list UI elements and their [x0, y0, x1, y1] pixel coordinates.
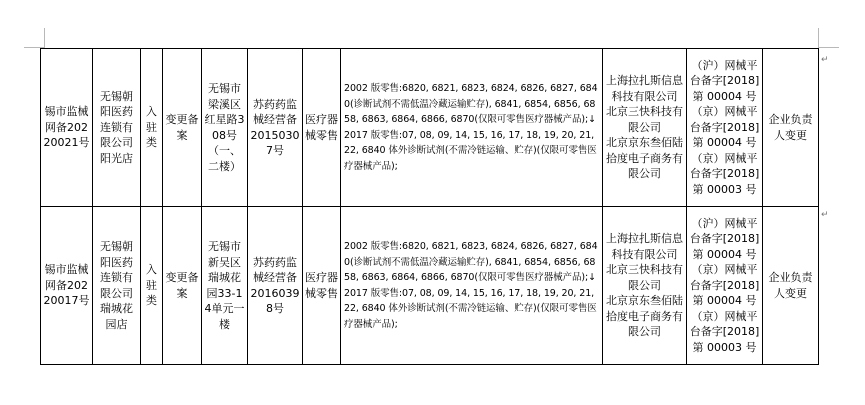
- platform-records-cell: （沪）网械平台备字[2018]第 00004 号 （京）网械平台备字[2018]第 00004 号 （京）网械平台备字[2018]第 00003 号: [687, 49, 763, 207]
- record-table-body: [41, 49, 819, 365]
- change-cell: 企业负责人变更: [763, 49, 819, 207]
- table-row: [41, 49, 819, 207]
- license-cell: 苏药药监械经营备20160398号: [248, 207, 303, 365]
- page-corner-mark-left: [44, 28, 45, 48]
- end-of-row-mark: ↵: [821, 210, 829, 220]
- scope-cell: 2002 版零售:6820, 6821, 6823, 6824, 6826, 6827, 6840(诊断试剂不需低温冷藏运输贮存), 6841, 6854, 6856, 6858, 6863, 6864, 6866, 6870(仅限可零售医疗器械产品);↓ 2017 版零售:07, 08, 09, 14, 15, 16, 17, 18, 19, 20, 21, 22, 6840 体外诊断试剂(不需冷链运输、贮存)(仅限可零售医疗器械产品);: [341, 207, 603, 365]
- platform-records-cell: （沪）网械平台备字[2018]第 00004 号 （京）网械平台备字[2018]第 00004 号 （京）网械平台备字[2018]第 00003 号: [687, 207, 763, 365]
- action-cell: 变更备案: [163, 207, 202, 365]
- address-cell: 无锡市新吴区瑞城花园33-14单元一楼: [202, 207, 248, 365]
- entry-type-cell: 入驻类: [141, 49, 163, 207]
- change-cell: 企业负责人变更: [763, 207, 819, 365]
- record-table: [40, 48, 819, 365]
- license-cell: 苏药药监械经营备20150307号: [248, 49, 303, 207]
- platforms-cell: 上海拉扎斯信息科技有限公司 北京三快科技有限公司 北京京东叁佰陆拾度电子商务有限公司: [603, 207, 687, 365]
- reg-no-cell: 锡市监械网备20220021号: [41, 49, 93, 207]
- scope-cell: 2002 版零售:6820, 6821, 6823, 6824, 6826, 6827, 6840(诊断试剂不需低温冷藏运输贮存), 6841, 6854, 6856, 6858, 6863, 6864, 6866, 6870(仅限可零售医疗器械产品);↓ 2017 版零售:07, 08, 09, 14, 15, 16, 17, 18, 19, 20, 21, 22, 6840 体外诊断试剂(不需冷链运输、贮存)(仅限可零售医疗器械产品);: [341, 49, 603, 207]
- platforms-cell: 上海拉扎斯信息科技有限公司 北京三快科技有限公司 北京京东叁佰陆拾度电子商务有限公司: [603, 49, 687, 207]
- page-corner-mark-right: [818, 28, 819, 48]
- table-row: [41, 207, 819, 365]
- category-cell: 医疗器械零售: [303, 207, 341, 365]
- entry-type-cell: 入驻类: [141, 207, 163, 365]
- category-cell: 医疗器械零售: [303, 49, 341, 207]
- company-cell: 无锡朝阳医药连锁有限公司阳光店: [93, 49, 141, 207]
- address-cell: 无锡市梁溪区红星路308号（一、二楼）: [202, 49, 248, 207]
- page-corner-mark-right-h: [819, 47, 839, 48]
- reg-no-cell: 锡市监械网备20220017号: [41, 207, 93, 365]
- company-cell: 无锡朝阳医药连锁有限公司瑞城花园店: [93, 207, 141, 365]
- action-cell: 变更备案: [163, 49, 202, 207]
- end-of-row-mark: ↵: [821, 55, 829, 65]
